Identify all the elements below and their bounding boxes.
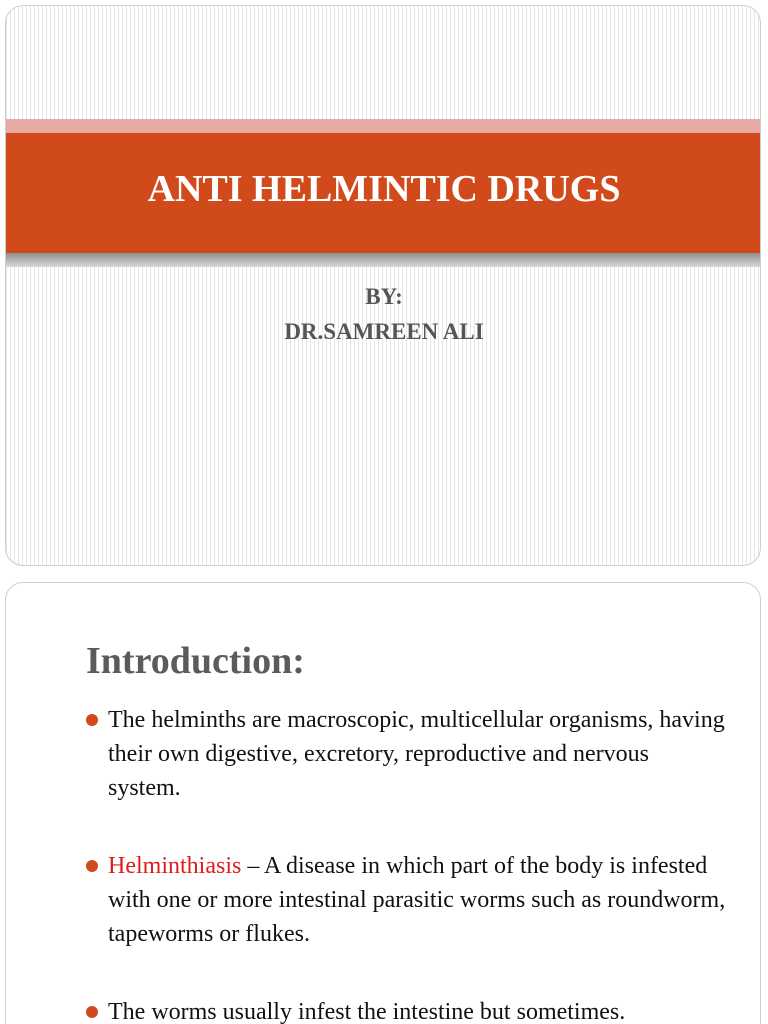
bullet-dot-icon [86,1006,98,1018]
title-band-shadow [6,253,761,267]
bullet-text-container [86,849,726,951]
highlighted-term: Helminthiasis [108,853,242,879]
bullet-item [86,995,726,1024]
slide-heading: Introduction: [86,640,305,682]
by-label: BY: [365,284,403,309]
bullet-text: The helminths are macroscopic, multicellular organisms, having their own digestive, excretory, reproductive and nervous system. [108,707,725,801]
bullet-item [86,703,726,805]
author-name: DR.SAMREEN ALI [284,319,484,344]
title-band [6,133,761,253]
title-slide [5,5,761,566]
bullet-text: The worms usually infest the intestine but sometimes. [108,999,626,1024]
introduction-slide [5,582,761,1024]
bullet-dot-icon [86,714,98,726]
bullet-item [86,849,726,951]
slide-title: ANTI HELMINTIC DRUGS [147,168,621,210]
bullet-dot-icon [86,860,98,872]
bullet-text: – A disease in which part of the body is infested with one or more intestinal parasitic worms such as roundworm, tapeworms or flukes. [108,853,726,947]
title-band-accent [6,119,761,133]
